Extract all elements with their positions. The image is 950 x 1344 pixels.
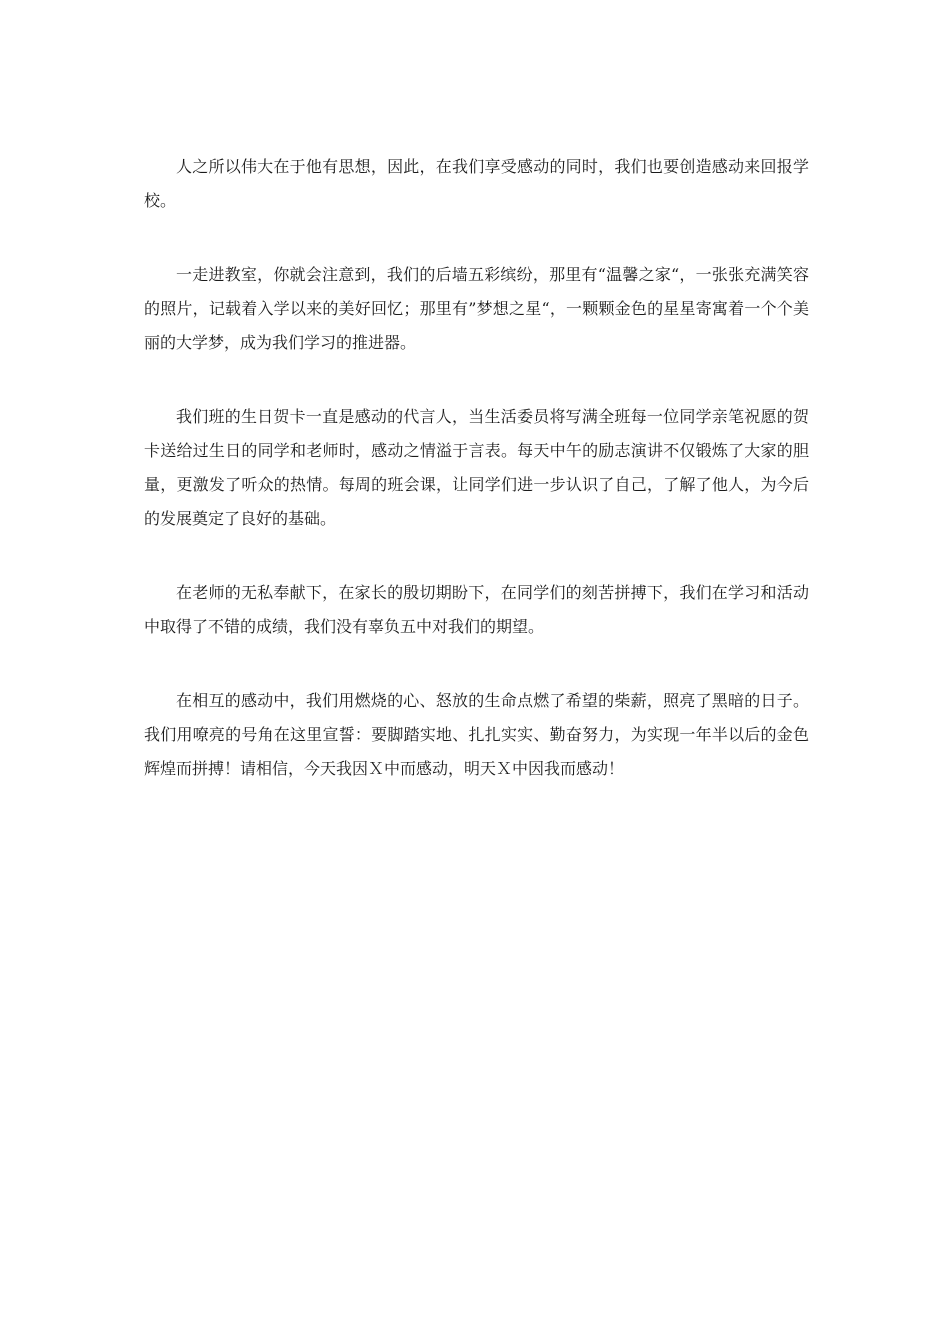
paragraph: 我们班的生日贺卡一直是感动的代言人，当生活委员将写满全班每一位同学亲笔祝愿的贺卡送给过生日的同学和老师时，感动之情溢于言表。每天中午的励志演讲不仅锻炼了大家的胆量，更激发了听众的热情。每周的班会课，让同学们进一步认识了自己，了解了他人，为今后的发展奠定了良好的基础。 bbox=[144, 407, 809, 528]
paragraph: 在相互的感动中，我们用燃烧的心、怒放的生命点燃了希望的柴薪，照亮了黑暗的日子。我们用嘹亮的号角在这里宣誓：要脚踏实地、扎扎实实、勤奋努力，为实现一年半以后的金色辉煌而拼搏！请相信，今天我因Ｘ中而感动，明天Ｘ中因我而感动！ bbox=[144, 691, 809, 778]
document-body bbox=[144, 150, 809, 826]
paragraph: 一走进教室，你就会注意到，我们的后墙五彩缤纷，那里有“温馨之家“，一张张充满笑容的照片，记载着入学以来的美好回忆；那里有”梦想之星“，一颗颗金色的星星寄寓着一个个美丽的大学梦，成为我们学习的推进器。 bbox=[144, 265, 809, 352]
paragraph: 人之所以伟大在于他有思想，因此，在我们享受感动的同时，我们也要创造感动来回报学校。 bbox=[144, 157, 809, 210]
paragraph: 在老师的无私奉献下，在家长的殷切期盼下，在同学们的刻苦拼搏下，我们在学习和活动中取得了不错的成绩，我们没有辜负五中对我们的期望。 bbox=[144, 583, 809, 636]
